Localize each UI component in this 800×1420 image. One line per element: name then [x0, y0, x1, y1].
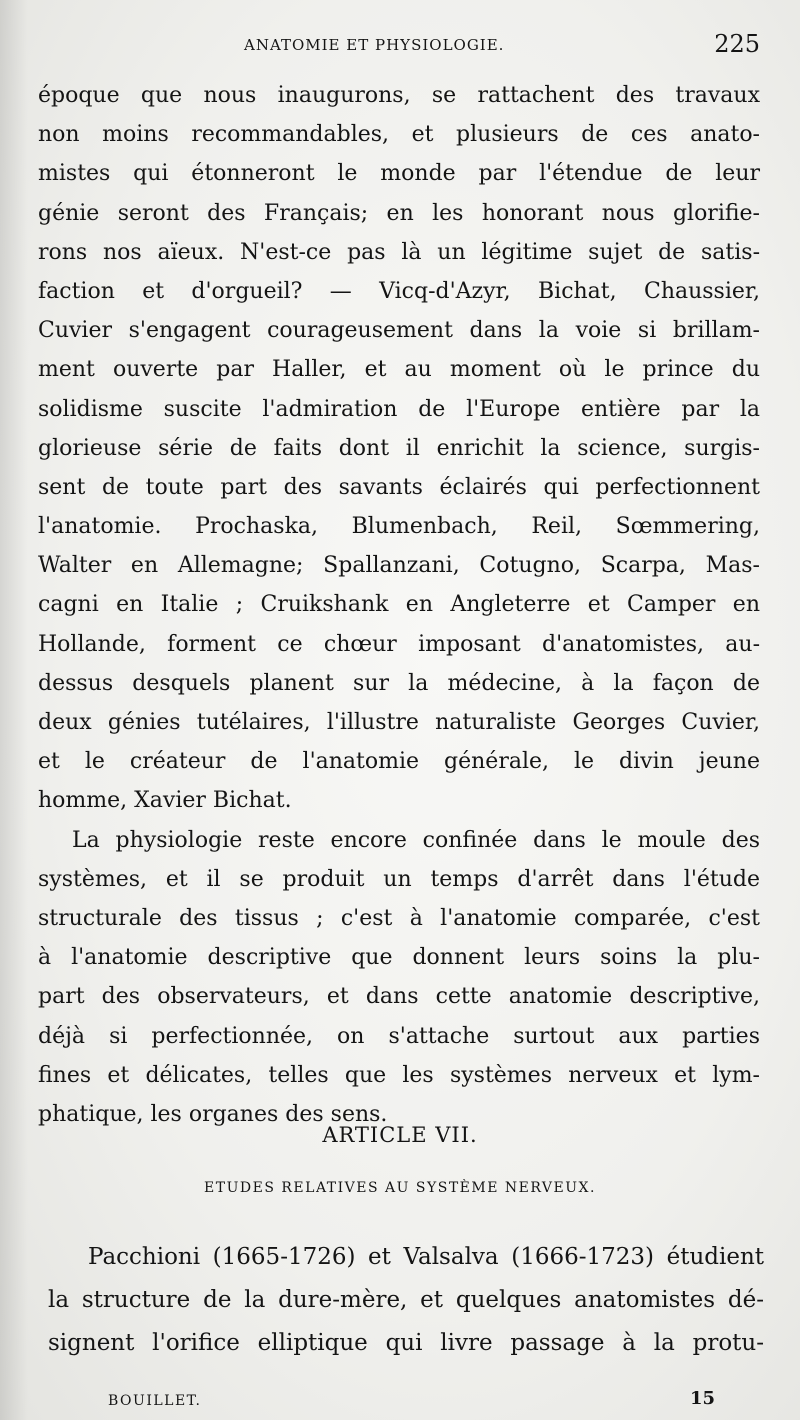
text-line: phatique, les organes des sens.: [38, 1101, 388, 1127]
text-line: déjà si perfectionnée, on s'attache surtout aux parties: [38, 1023, 760, 1049]
article-heading: ARTICLE VII.: [322, 1123, 478, 1147]
text-line: mistes qui étonneront le monde par l'étendue de leur: [38, 161, 760, 187]
text-line: cagni en Italie ; Cruikshank en Angleterre et Camper en: [38, 592, 760, 618]
text-line: signent l'orifice elliptique qui livre passage à la protu-: [48, 1330, 764, 1356]
text-line: époque que nous inaugurons, se rattachent des travaux: [38, 83, 760, 108]
running-head: [0, 30, 800, 64]
text-line: non moins recommandables, et plusieurs de ces anato-: [38, 122, 760, 148]
main-text: [38, 76, 760, 1134]
text-line: rons nos aïeux. N'est-ce pas là un légitime sujet de satis-: [38, 239, 760, 265]
text-line: La physiologie reste encore confinée dans le moule des: [72, 827, 760, 853]
text-line: génie seront des Français; en les honorant nous glorifie-: [38, 200, 760, 226]
article-text: [48, 1236, 764, 1365]
text-line: Cuvier s'engagent courageusement dans la voie si brillam-: [38, 318, 760, 344]
paragraph-2: [38, 821, 760, 1135]
text-line: Walter en Allemagne; Spallanzani, Cotugno, Scarpa, Mas-: [38, 553, 760, 579]
text-line: et le créateur de l'anatomie générale, le divin jeune: [38, 749, 760, 775]
text-line: faction et d'orgueil? — Vicq-d'Azyr, Bichat, Chaussier,: [38, 278, 760, 304]
text-line: fines et délicates, telles que les systèmes nerveux et lym-: [38, 1062, 760, 1088]
text-line: Hollande, forment ce chœur imposant d'anatomistes, au-: [38, 631, 760, 657]
text-line: homme, Xavier Bichat.: [38, 788, 292, 814]
text-line: deux génies tutélaires, l'illustre naturaliste Georges Cuvier,: [38, 710, 760, 735]
article-subheading: ETUDES RELATIVES AU SYSTÈME NERVEUX.: [204, 1180, 596, 1196]
text-line: sent de toute part des savants éclairés qui perfectionnent: [38, 474, 760, 500]
paragraph-1: [38, 76, 760, 821]
text-line: structurale des tissus ; c'est à l'anatomie comparée, c'est: [38, 905, 760, 931]
text-line: part des observateurs, et dans cette anatomie descriptive,: [38, 984, 760, 1010]
text-line: glorieuse série de faits dont il enrichit la science, surgis-: [38, 435, 760, 461]
text-line: ment ouverte par Haller, et au moment où le prince du: [38, 357, 760, 383]
running-head-title: ANATOMIE ET PHYSIOLOGIE.: [244, 36, 505, 54]
text-line: la structure de la dure-mère, et quelques anatomistes dé-: [48, 1287, 764, 1313]
sheet-number: 15: [690, 1388, 716, 1409]
text-line: à l'anatomie descriptive que donnent leurs soins la plu-: [38, 945, 760, 971]
text-line: systèmes, et il se produit un temps d'arrêt dans l'étude: [38, 866, 760, 892]
page-number: 225: [714, 30, 760, 58]
text-line: solidisme suscite l'admiration de l'Europe entière par la: [38, 396, 760, 422]
text-line: dessus desquels planent sur la médecine, à la façon de: [38, 670, 760, 696]
text-line: Pacchioni (1665-1726) et Valsalva (1666-1723) étudient: [88, 1244, 764, 1270]
paragraph-3: [48, 1236, 764, 1365]
text-line: l'anatomie. Prochaska, Blumenbach, Reil, Sœmmering,: [38, 514, 760, 540]
printer-signature: BOUILLET.: [108, 1393, 202, 1409]
